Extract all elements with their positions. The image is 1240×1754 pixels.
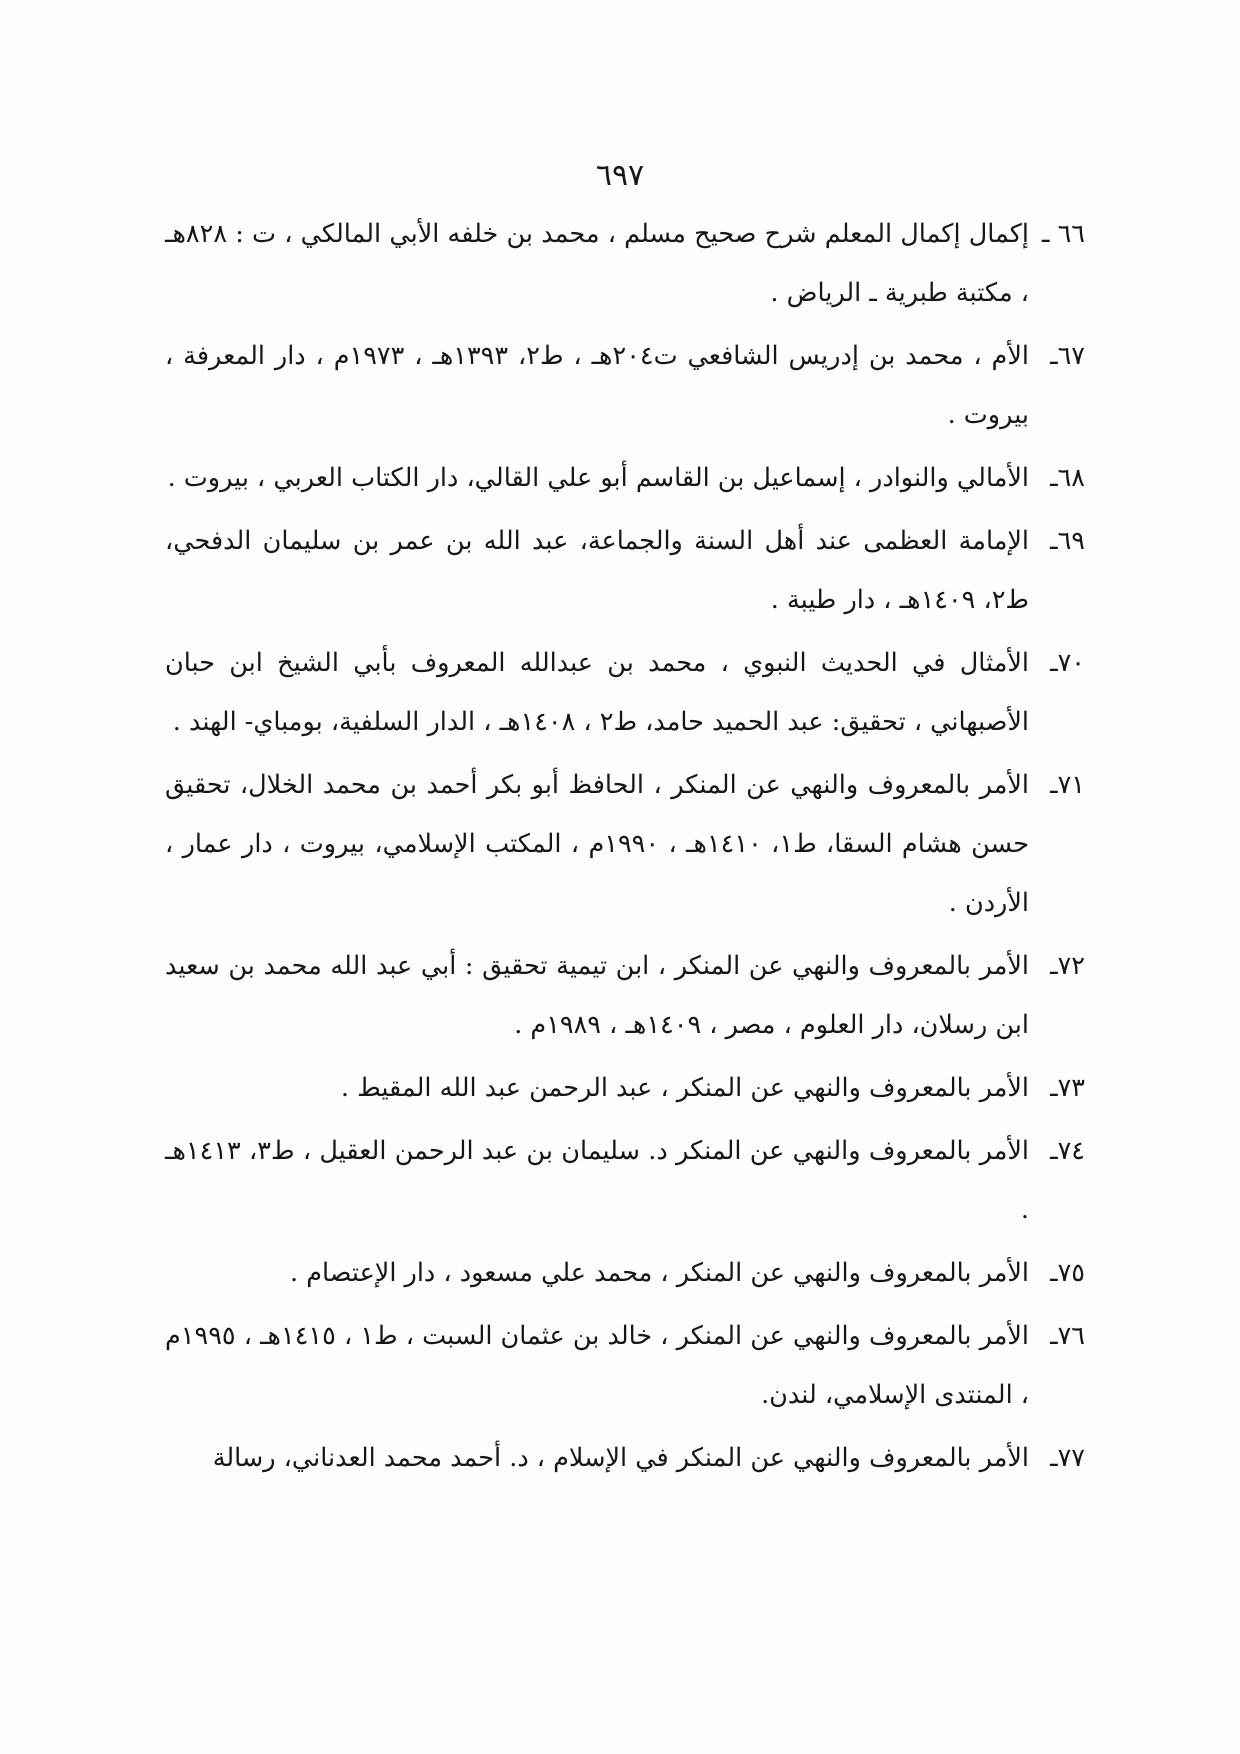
bibliography-entry [165,1059,1085,1118]
entry-text: الأم ، محمد بن إدريس الشافعي ت٢٠٤هـ ، ط٢، ١٣٩٣هـ ، ١٩٧٣م ، دار المعرفة ، بيروت . [165,341,1029,430]
entry-text: إكمال إكمال المعلم شرح صحيح مسلم ، محمد بن خلفه الأبي المالكي ، ت : ٨٢٨هـ ، مكتبة طبرية ـ الرياض . [165,219,1029,308]
entry-text: الأمر بالمعروف والنهي عن المنكر في الإسلام ، د. أحمد محمد العدناني، رسالة [212,1443,1029,1473]
entry-text: الأمر بالمعروف والنهي عن المنكر ، عبد الرحمن عبد الله المقيط . [340,1073,1029,1103]
entry-number: ٧٧ـ [1050,1443,1085,1473]
entry-text: الأمر بالمعروف والنهي عن المنكر ، الحافظ أبو بكر أحمد بن محمد الخلال، تحقيق حسن هشام السقا، ط١، ١٤١٠هـ ، ١٩٩٠م ، المكتب الإسلامي، بيروت ، دار عمار ، الأردن . [165,770,1029,918]
entry-number: ٧٤ـ [1050,1136,1085,1166]
bibliography-entry [165,1244,1085,1303]
entry-text: الأمر بالمعروف والنهي عن المنكر د. سليمان بن عبد الرحمن العقيل ، ط٣، ١٤١٣هـ . [165,1136,1029,1225]
entry-number: ٧١ـ [1050,770,1085,800]
bibliography-entry [165,1122,1085,1240]
entry-number: ٧٥ـ [1050,1258,1085,1288]
entry-number: ٧٢ـ [1050,951,1085,981]
bibliography-entry [165,512,1085,630]
bibliography-entry [165,937,1085,1055]
entry-number: ٦٨ـ [1050,463,1085,493]
entry-number: ٦٩ـ [1050,526,1085,556]
entry-number: ٦٦ ـ [1042,219,1085,249]
page-number: ٦٩٧ [595,158,645,193]
entry-text: الأمالي والنوادر ، إسماعيل بن القاسم أبو علي القالي، دار الكتاب العربي ، بيروت . [167,463,1029,493]
bibliography-entry [165,1429,1085,1488]
bibliography-entry [165,327,1085,445]
entry-text: الأمر بالمعروف والنهي عن المنكر ، خالد بن عثمان السبت ، ط١ ، ١٤١٥هـ ، ١٩٩٥م ، المنتدى الإسلامي، لندن. [165,1321,1029,1410]
bibliography-list [165,205,1085,1492]
entry-number: ٦٧ـ [1050,341,1085,371]
entry-text: الأمر بالمعروف والنهي عن المنكر ، محمد علي مسعود ، دار الإعتصام . [290,1258,1029,1288]
entry-text: الأمثال في الحديث النبوي ، محمد بن عبدالله المعروف بأبي الشيخ ابن حبان الأصبهاني ، تحقيق: عبد الحميد حامد، ط٢ ، ١٤٠٨هـ ، الدار السلفية، بومباي- الهند . [165,648,1029,737]
entry-number: ٧٣ـ [1050,1073,1085,1103]
entry-text: الأمر بالمعروف والنهي عن المنكر ، ابن تيمية تحقيق : أبي عبد الله محمد بن سعيد ابن رسلان، دار العلوم ، مصر ، ١٤٠٩هـ ، ١٩٨٩م . [165,951,1029,1040]
bibliography-entry [165,205,1085,323]
bibliography-entry [165,1307,1085,1425]
bibliography-entry [165,449,1085,508]
entry-number: ٧٠ـ [1050,648,1085,678]
entry-text: الإمامة العظمى عند أهل السنة والجماعة، عبد الله بن عمر بن سليمان الدفحي، ط٢، ١٤٠٩هـ ، دار طيبة . [165,526,1029,615]
bibliography-entry [165,634,1085,752]
bibliography-entry [165,756,1085,933]
entry-number: ٧٦ـ [1050,1321,1085,1351]
